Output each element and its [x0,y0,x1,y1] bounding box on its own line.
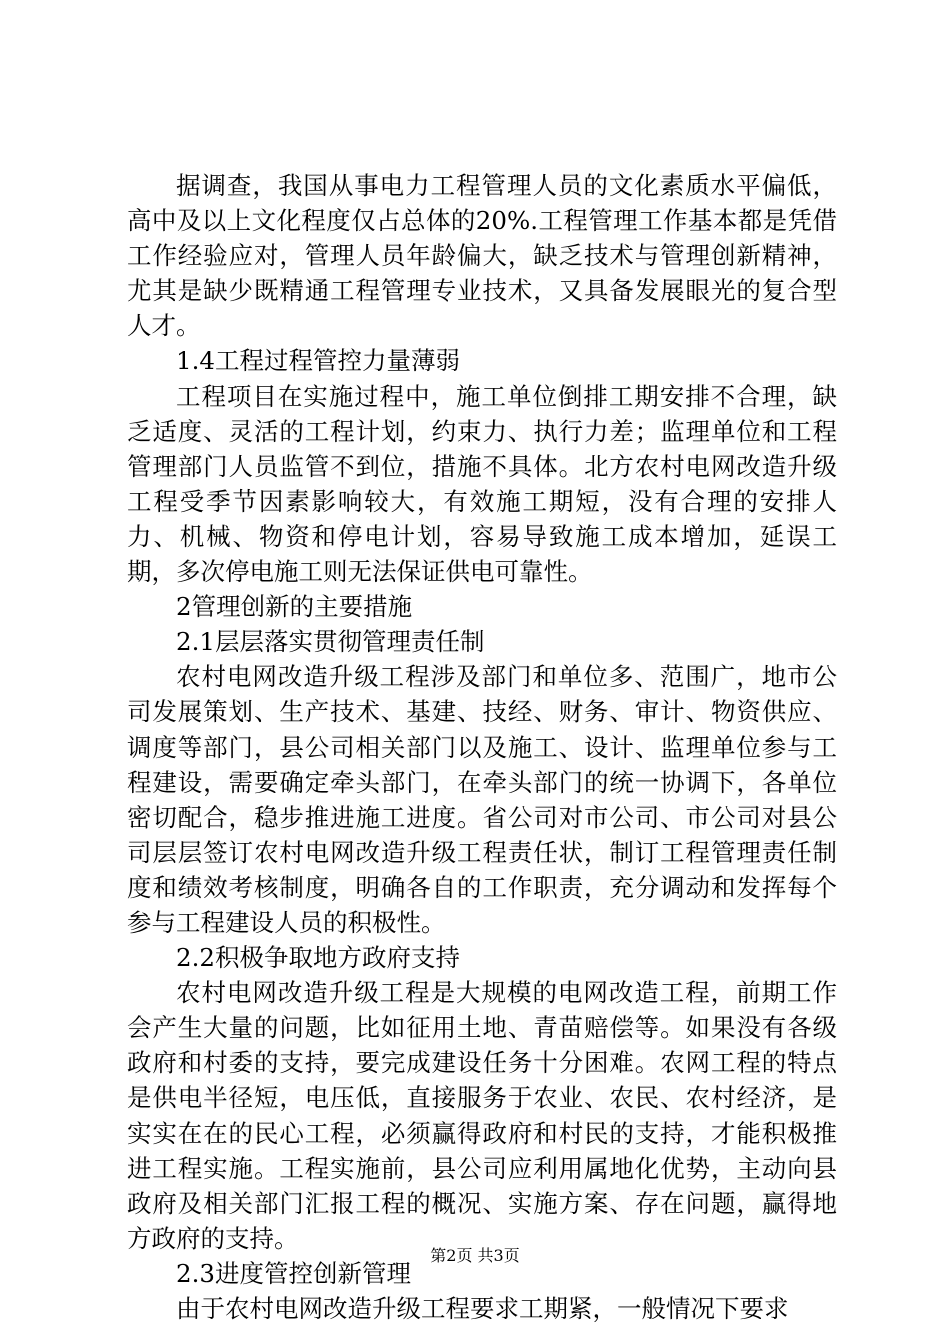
document-body [127,168,837,1326]
paragraph-education-level: 据调查，我国从事电力工程管理人员的文化素质水平偏低，高中及以上文化程度仅占总体的20%.工程管理工作基本都是凭借工作经验应对，管理人员年龄偏大，缺乏技术与管理创新精神，尤其是缺少既精通工程管理专业技术，又具备发展眼光的复合型人才。 [127,171,837,341]
heading-2-3: 2.3进度管控创新管理 [176,1258,411,1288]
heading-1-4: 1.4工程过程管控力量薄弱 [176,346,460,376]
page-footer [0,1246,950,1266]
paragraph-responsibility: 农村电网改造升级工程涉及部门和单位多、范围广，地市公司发展策划、生产技术、基建、技经、财务、审计、物资供应、调度等部门，县公司相关部门以及施工、设计、监理单位参与工程建设，需要确定牵头部门，在牵头部门的统一协调下，各单位密切配合，稳步推进施工进度。省公司对市公司、市公司对县公司层层签订农村电网改造升级工程责任状，制订工程管理责任制度和绩效考核制度，明确各自的工作职责，充分调动和发挥每个参与工程建设人员的积极性。 [127,662,837,937]
paragraph-government-support: 农村电网改造升级工程是大规模的电网改造工程，前期工作会产生大量的问题，比如征用土地、青苗赔偿等。如果没有各级政府和村委的支持，要完成建设任务十分困难。农网工程的特点是供电半径短，电压低，直接服务于农业、农民、农村经济，是实实在在的民心工程，必须赢得政府和村民的支持，才能积极推进工程实施。工程实施前，县公司应利用属地化优势，主动向县政府及相关部门汇报工程的概况、实施方案、存在问题，赢得地方政府的支持。 [127,978,837,1253]
heading-2-1: 2.1层层落实贯彻管理责任制 [176,627,485,657]
page-total: 共3页 [477,1246,520,1265]
paragraph-process-control: 工程项目在实施过程中，施工单位倒排工期安排不合理，缺乏适度、灵活的工程计划，约束力、执行力差；监理单位和工程管理部门人员监管不到位，措施不具体。北方农村电网改造升级工程受季节因素影响较大，有效施工期短，没有合理的安排人力、机械、物资和停电计划，容易导致施工成本增加，延误工期，多次停电施工则无法保证供电可靠性。 [127,381,837,587]
heading-2-2: 2.2积极争取地方政府支持 [176,943,460,973]
heading-2: 2管理创新的主要措施 [176,592,413,622]
paragraph-schedule-control: 由于农村电网改造升级工程要求工期紧，一般情况下要求 [176,1294,789,1323]
page-number: 第2页 [430,1246,473,1265]
